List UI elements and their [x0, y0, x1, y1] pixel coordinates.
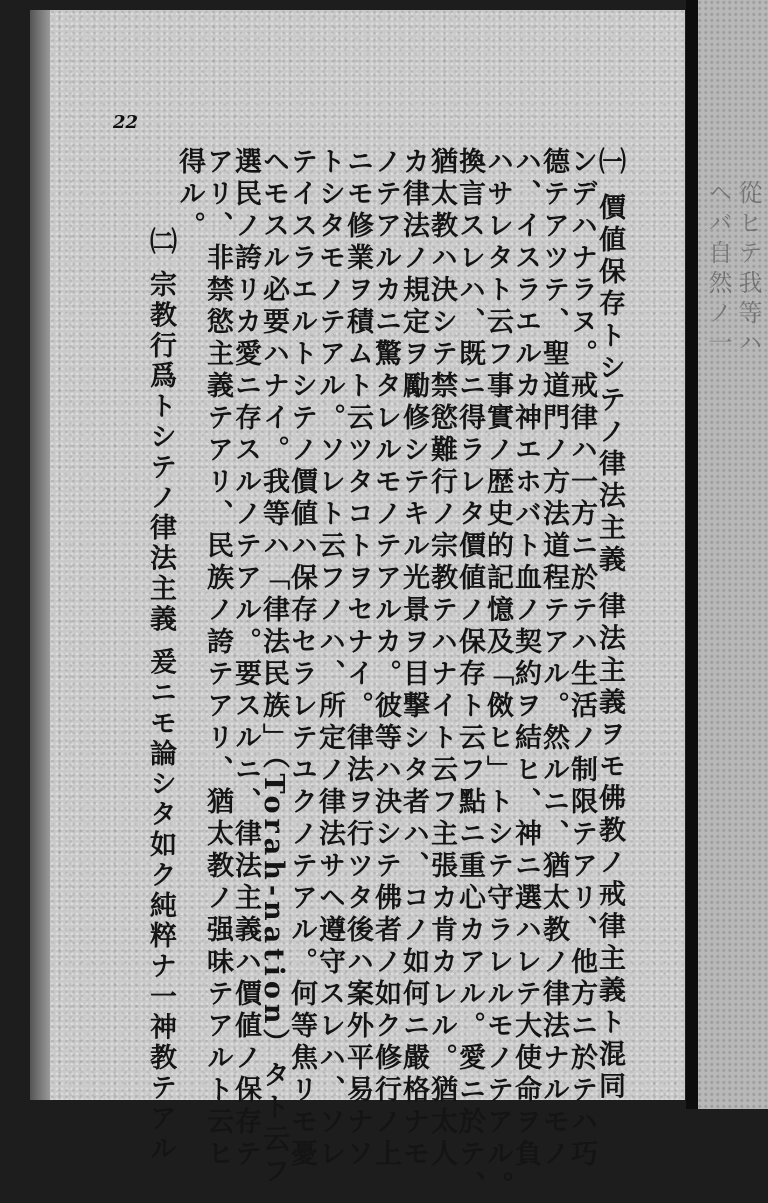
page-binding-shadow: [30, 10, 50, 1100]
text-column: 得ル。: [174, 147, 205, 243]
text-column: アリ、非禁慾主義テアリ、民族ノ誇テアリ、猶太教ノ强味テアルト云ヒ: [202, 147, 233, 1171]
text-column: ニモ修業ヲ積ムト云ツタコトヲセナイ。律法ヲ行ツタ後ハ案外平易ナソ: [342, 147, 373, 1171]
vertical-text-block: [145, 147, 625, 1203]
section-heading-two: ㈡ 宗教行爲トシテノ律法主義 爰ニモ論シタ如ク純粹ナ一神教テアル: [145, 227, 176, 1165]
text-column: ノテアルカニ驚タレルモノテアルカ。彼等ハ決シテ佛者ノ如ク修行ノ上: [370, 147, 401, 1171]
text-column: テイスラエルトシテノ價値ハ保存セラレテユクノテアル。何等焦リモ憂: [286, 147, 317, 1171]
book-spine: [686, 0, 698, 1109]
text-column: ンデハナラヌ。戒律ハ一方ニ於テハ生活ノ制限テアリ、他方ニ於テハ巧: [566, 147, 597, 1171]
facing-page: [698, 0, 768, 1109]
text-column: 猶太教ハ決シテ禁慾難行ノ宗教テハナイト云フ主張カ肯カレル。猶太人: [426, 147, 457, 1171]
text-column: 選民ノ誇リカ愛ニ存スルノテアル。要スルニ、律法主義ハ價値ノ保存テ: [230, 147, 261, 1171]
text-column: ハ、イスラエルカ神エホバト血ノ契約ヲ結ヒ、神ニ選ハレテ大使命ヲ負: [510, 147, 541, 1171]
facing-page-column: ヘバ自然ノ一: [704, 180, 732, 360]
text-column: ヘモスル必要ハナイ。我等ハ「律法民族」（Torah-nation）タト云フ: [258, 147, 289, 1189]
text-column: 德テアツテ、聖道門ノ方法道程テアル。然ルニ、猶太教ノ律法ナルモノ: [538, 147, 569, 1171]
page-number: 22: [113, 112, 139, 133]
text-column: 換言スレハ、既ニ得ラレタ價値ノ保存ト云フ點ニ重心カアル。愛ニ於テ、: [454, 147, 485, 1203]
text-column: トシタモノテアル。ソレト云フノハ、所定ノ律法サヘ遵守スレハ、ソレ: [314, 147, 345, 1171]
text-column: カ律法ノ規定ヲ勵修シテキル光景ヲ目撃シタ者ハ、コノ如何ニ嚴格ナモ: [398, 147, 429, 1171]
facing-page-column: 從ヒテ我等ハ: [734, 180, 762, 360]
text-column: ハサレタト云フ事實ノ歴史的記憶及「傚ヒ」トシテ守ラレルモノテアル。: [482, 147, 513, 1203]
text-column: ㈠ 價値保存トシテノ律法主義 律法主義ヲモ佛教ノ戒律主義ト混同: [594, 147, 625, 1104]
